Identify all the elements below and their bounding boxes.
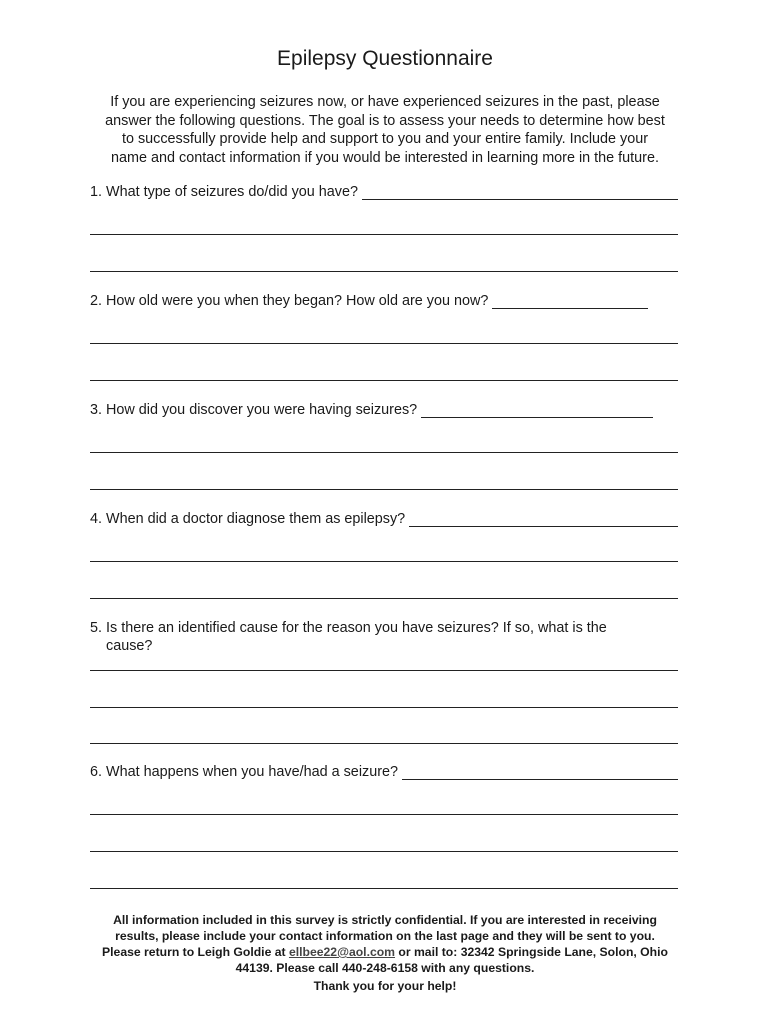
- question-1-inline-answer-line[interactable]: [362, 187, 678, 200]
- intro-paragraph: [88, 93, 682, 167]
- thank-you-note: Thank you for your help!: [313, 979, 457, 993]
- question-6-answer-line-2[interactable]: [90, 851, 678, 852]
- question-3-inline-answer-line[interactable]: [421, 405, 653, 418]
- question-6-inline-answer-line[interactable]: [402, 767, 678, 780]
- page-title: Epilepsy Questionnaire: [277, 47, 493, 70]
- question-6-answer-line-3[interactable]: [90, 888, 678, 889]
- question-1-answer-line-2[interactable]: [90, 271, 678, 272]
- question-1: [90, 184, 678, 200]
- question-5: [90, 619, 678, 655]
- question-3-text: 3. How did you discover you were having seizures?: [90, 402, 418, 418]
- question-5-answer-line-1[interactable]: [90, 670, 678, 671]
- question-4-answer-line-1[interactable]: [90, 561, 678, 562]
- question-5-text-line-1: 5. Is there an identified cause for the reason you have seizures? If so, what is the: [90, 620, 607, 636]
- footer-line-1: All information included in this survey is strictly confidential. If you are interested in receiving: [113, 913, 657, 927]
- question-2-answer-line-2[interactable]: [90, 380, 678, 381]
- intro-line: If you are experiencing seizures now, or have experienced seizures in the past, please: [110, 94, 660, 110]
- intro-line: to successfully provide help and support to you and your entire family. Include your: [121, 131, 649, 147]
- question-5-answer-line-3[interactable]: [90, 743, 678, 744]
- confidentiality-footer: [70, 912, 700, 994]
- intro-line: name and contact information if you would be interested in learning more in the future.: [111, 149, 659, 166]
- question-2-inline-answer-line[interactable]: [492, 296, 648, 309]
- question-2: [90, 293, 678, 309]
- footer-line-4: 44139. Please call 440-248-6158 with any questions.: [235, 961, 535, 975]
- footer-line-3-suffix: or mail to: 32342 Springside Lane, Solon, Ohio: [395, 945, 668, 959]
- question-6-answer-line-1[interactable]: [90, 814, 678, 815]
- email-link[interactable]: ellbee22@aol.com: [288, 945, 396, 959]
- question-4-answer-line-2[interactable]: [90, 598, 678, 599]
- question-2-text: 2. How old were you when they began? How old are you now?: [90, 293, 489, 309]
- question-6-text: 6. What happens when you have/had a seizure?: [90, 764, 399, 780]
- question-2-answer-line-1[interactable]: [90, 343, 678, 344]
- question-1-answer-line-1[interactable]: [90, 234, 678, 235]
- question-3: [90, 402, 678, 418]
- question-4-text: 4. When did a doctor diagnose them as epilepsy?: [90, 511, 406, 527]
- question-6: [90, 764, 678, 780]
- question-4: [90, 511, 678, 527]
- footer-line-2: results, please include your contact information on the last page and they will be sent to you.: [115, 929, 655, 943]
- question-5-answer-line-2[interactable]: [90, 707, 678, 708]
- question-1-text: 1. What type of seizures do/did you have?: [90, 184, 358, 200]
- intro-line: answer the following questions. The goal is to assess your needs to determine how best: [105, 112, 665, 129]
- footer-line-3-prefix: Please return to Leigh Goldie at: [102, 945, 289, 959]
- question-3-answer-line-1[interactable]: [90, 452, 678, 453]
- question-3-answer-line-2[interactable]: [90, 489, 678, 490]
- footer-line-3: [70, 944, 700, 960]
- question-5-text-line-2: cause?: [106, 638, 153, 654]
- question-4-inline-answer-line[interactable]: [409, 514, 678, 527]
